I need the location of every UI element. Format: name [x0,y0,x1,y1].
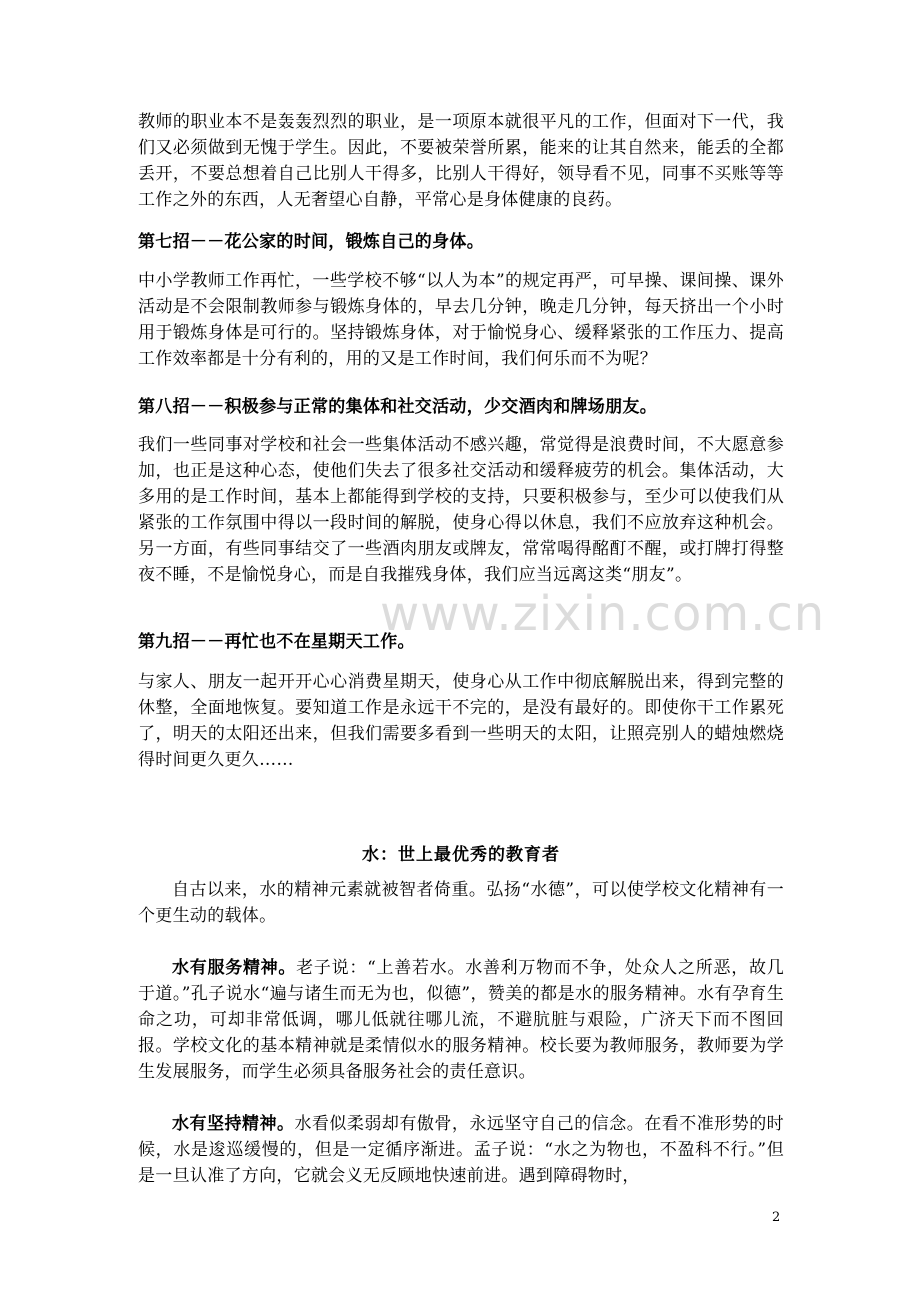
persist-lead: 水有坚持精神。 [172,1114,295,1134]
service-lead: 水有服务精神。 [172,958,297,978]
page-number: 2 [772,1210,781,1225]
article-title: 水：世上最优秀的教育者 [362,845,560,865]
watermark: www.zixin.com.cn [380,586,826,642]
article-intro: 自古以来，水的精神元素就被智者倚重。弘扬“水德”，可以使学校文化精神有一个更生动的载体。 [138,880,784,926]
heading-tip-7: 第七招－－花公家的时间，锻炼自己的身体。 [138,232,484,252]
paragraph-tip-8: 我们一些同事对学校和社会一些集体活动不感兴趣，常觉得是浪费时间，不大愿意参加，也正是这种心态，使他们失去了很多社交活动和缓释疲劳的机会。集体活动，大多用的是工作时间，基本上都能得到学校的支持，只要积极参与，至少可以使我们从紧张的工作氛围中得以一段时间的解脱，使身心得以休息，我们不应放弃这种机会。另一方面，有些同事结交了一些酒肉朋友或牌友，常常喝得酩酊不醒，或打牌打得整夜不睡，不是愉悦身心，而是自我摧残身体，我们应当远离这类“朋友”。 [138,435,784,585]
heading-tip-9: 第九招－－再忙也不在星期天工作。 [138,632,415,652]
article-persist-paragraph [138,1111,784,1189]
heading-tip-8: 第八招－－积极参与正常的集体和社交活动，少交酒肉和牌场朋友。 [138,397,657,417]
persist-body: 水看似柔弱却有傲骨，永远坚守自己的信念。在看不准形势的时候，水是逡巡缓慢的，但是一定循序渐进。孟子说：“水之为物也，不盈科不行。”但是一旦认准了方向，它就会义无反顾地快速前进。遇到障碍物时， [138,1114,784,1186]
paragraph-tip-9: 与家人、朋友一起开开心心消费星期天，使身心从工作中彻底解脱出来，得到完整的休整，全面地恢复。要知道工作是永远干不完的，是没有最好的。即使你干工作累死了，明天的太阳还出来，但我们需要多看到一些明天的太阳，让照亮别人的蜡烛燃烧得时间更久更久…… [138,672,784,770]
article-service-paragraph [138,955,784,1085]
service-body: 老子说：“上善若水。水善利万物而不争，处众人之所恶，故几于道。”孔子说水“遍与诸生而无为也，似德”，赞美的都是水的服务精神。水有孕育生命之功，可却非常低调，哪儿低就往哪儿流，不避肮脏与艰险，广济天下而不图回报。学校文化的基本精神就是柔情似水的服务精神。校长要为教师服务，教师要为学生发展服务，而学生必须具备服务社会的责任意识。 [138,958,784,1082]
paragraph-intro: 教师的职业本不是轰轰烈烈的职业，是一项原本就很平凡的工作，但面对下一代，我们又必须做到无愧于学生。因此，不要被荣誉所累，能来的让其自然来，能丢的全都丢开，不要总想着自己比别人干得多，比别人干得好，领导看不见，同事不买账等等工作之外的东西，人无奢望心自静，平常心是身体健康的良药。 [138,112,784,210]
paragraph-tip-7: 中小学教师工作再忙，一些学校不够“以人为本”的规定再严，可早操、课间操、课外活动是不会限制教师参与锻炼身体的，早去几分钟，晚走几分钟，每天挤出一个小时用于锻炼身体是可行的。坚持锻炼身体，对于愉悦身心、缓释紧张的工作压力、提高工作效率都是十分有利的，用的又是工作时间，我们何乐而不为呢？ [138,271,784,369]
